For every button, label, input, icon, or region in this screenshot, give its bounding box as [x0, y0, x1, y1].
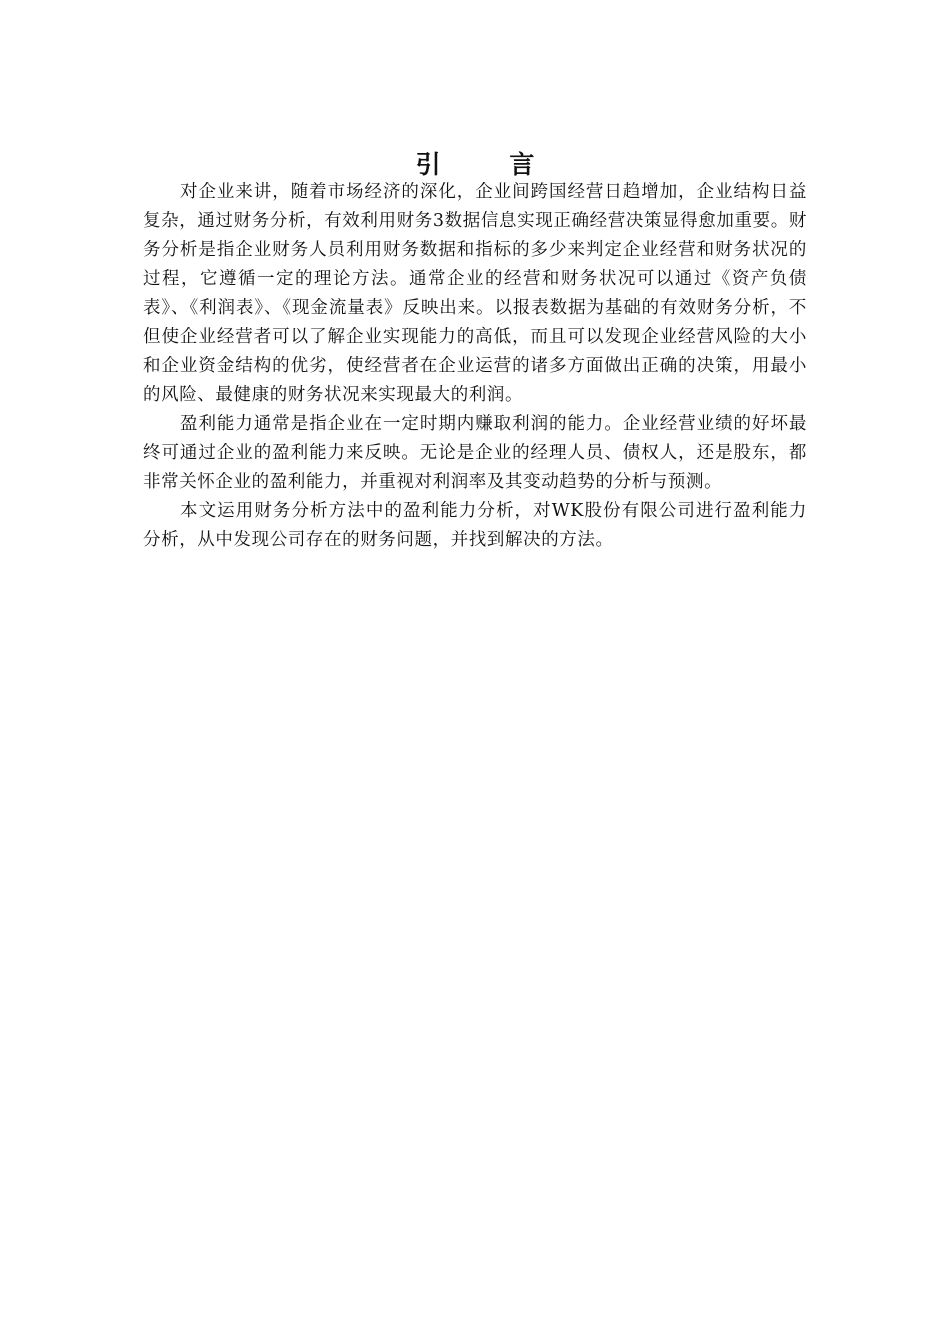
- paragraph-3: 本文运用财务分析方法中的盈利能力分析，对WK股份有限公司进行盈利能力分析，从中发现公司存在的财务问题，并找到解决的方法。: [143, 501, 807, 550]
- document-title: 引 言: [415, 149, 565, 179]
- paragraph-2: 盈利能力通常是指企业在一定时期内赚取利润的能力。企业经营业绩的好坏最终可通过企业的盈利能力来反映。无论是企业的经理人员、债权人，还是股东，都非常关怀企业的盈利能力，并重视对利润率及其变动趋势的分析与预测。: [143, 414, 807, 492]
- paragraph-1: 对企业来讲，随着市场经济的深化，企业间跨国经营日趋增加，企业结构日益复杂，通过财务分析，有效利用财务3数据信息实现正确经营决策显得愈加重要。财务分析是指企业财务人员利用财务数据和指标的多少来判定企业经营和财务状况的过程，它遵循一定的理论方法。通常企业的经营和财务状况可以通过《资产负债表》、《利润表》、《现金流量表》反映出来。以报表数据为基础的有效财务分析，不但使企业经营者可以了解企业实现能力的高低，而且可以发现企业经营风险的大小和企业资金结构的优劣，使经营者在企业运营的诸多方面做出正确的决策，用最小的风险、最健康的财务状况来实现最大的利润。: [143, 182, 807, 405]
- document-body: [143, 178, 807, 555]
